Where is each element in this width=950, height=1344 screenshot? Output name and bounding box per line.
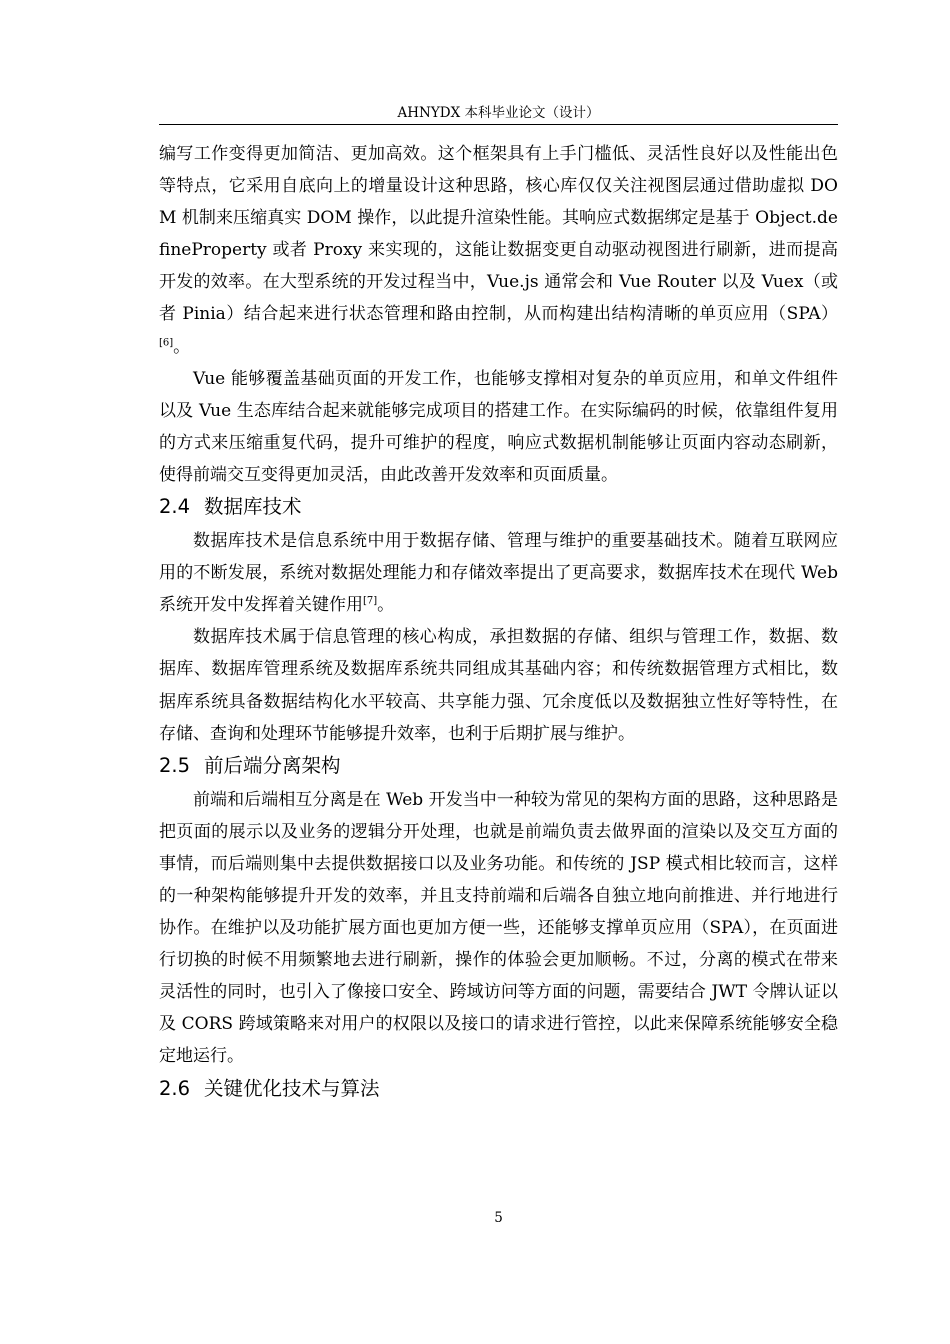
paragraph-tail: 。 bbox=[377, 595, 395, 616]
header-rule bbox=[159, 124, 838, 125]
paragraph-database-intro bbox=[159, 525, 838, 621]
paragraph-frontend-backend-separation: 前端和后端相互分离是在 Web 开发当中一种较为常见的架构方面的思路，这种思路是把页面的展示以及业务的逻辑分开处理，也就是前端负责去做界面的渲染以及交互方面的事情，而后端则集中去提供数据接口以及业务功能。和传统的 JSP 模式相比较而言，这样的一种架构能够提升开发的效率，并且支持前端和后端各自独立地向前推进、并行地进行协作。在维护以及功能扩展方面也更加方便一些，还能够支撑单页应用（SPA），在页面进行切换的时候不用频繁地去进行刷新，操作的体验会更加顺畅。不过，分离的模式在带来灵活性的同时，也引入了像接口安全、跨域访问等方面的问题，需要结合 JWT 令牌认证以及 CORS 跨域策略来对用户的权限以及接口的请求进行管控，以此来保障系统能够安全稳定地运行。 bbox=[159, 789, 838, 1067]
paragraph-vue-intro-continued bbox=[159, 138, 838, 363]
section-title: 关键优化技术与算法 bbox=[204, 1076, 380, 1100]
page-body bbox=[159, 138, 838, 1107]
paragraph-database-core: 数据库技术属于信息管理的核心构成，承担数据的存储、组织与管理工作，数据、数据库、数据库管理系统及数据库系统共同组成其基础内容；和传统数据管理方式相比，数据库系统具备数据结构化水平较高、共享能力强、冗余度低以及数据独立性好等特性，在存储、查询和处理环节能够提升效率，也利于后期扩展与维护。 bbox=[159, 627, 838, 744]
paragraph-text: 编写工作变得更加简洁、更加高效。这个框架具有上手门槛低、灵活性良好以及性能出色等特点，它采用自底向上的增量设计这种思路，核心库仅仅关注视图层通过借助虚拟 DOM 机制来压缩真实 DOM 操作，以此提升渲染性能。其响应式数据绑定是基于 Object.defineProperty 或者 Proxy 来实现的，这能让数据变更自动驱动视图进行刷新，进而提高开发的效率。在大型系统的开发过程当中，Vue.js 通常会和 Vue Router 以及 Vuex（或者 Pinia）结合起来进行状态管理和路由控制，从而构建出结构清晰的单页应用（SPA） bbox=[159, 144, 838, 325]
section-number: 2.5 bbox=[159, 753, 191, 777]
section-number: 2.6 bbox=[159, 1076, 191, 1100]
paragraph-text: 数据库技术是信息系统中用于数据存储、管理与维护的重要基础技术。随着互联网应用的不断发展，系统对数据处理能力和存储效率提出了更高要求，数据库技术在现代 Web 系统开发中发挥着关键作用 bbox=[159, 531, 838, 616]
paragraph-tail: 。 bbox=[173, 336, 191, 357]
page-number: 5 bbox=[494, 1210, 503, 1226]
section-heading-2-5 bbox=[159, 750, 838, 784]
section-heading-2-6 bbox=[159, 1073, 838, 1107]
paragraph-vue-usage: Vue 能够覆盖基础页面的开发工作，也能够支撑相对复杂的单页应用，和单文件组件以及 Vue 生态库结合起来就能够完成项目的搭建工作。在实际编码的时候，依靠组件复用的方式来压缩重复代码，提升可维护的程度，响应式数据机制能够让页面内容动态刷新，使得前端交互变得更加灵活，由此改善开发效率和页面质量。 bbox=[159, 368, 838, 485]
section-title: 前后端分离架构 bbox=[204, 753, 341, 777]
running-header: AHNYDX 本科毕业论文（设计） bbox=[397, 105, 600, 121]
section-heading-2-4 bbox=[159, 491, 838, 525]
section-title: 数据库技术 bbox=[204, 495, 302, 519]
section-number: 2.4 bbox=[159, 495, 191, 519]
citation-7: [7] bbox=[363, 595, 378, 607]
citation-6: [6] bbox=[159, 336, 174, 348]
